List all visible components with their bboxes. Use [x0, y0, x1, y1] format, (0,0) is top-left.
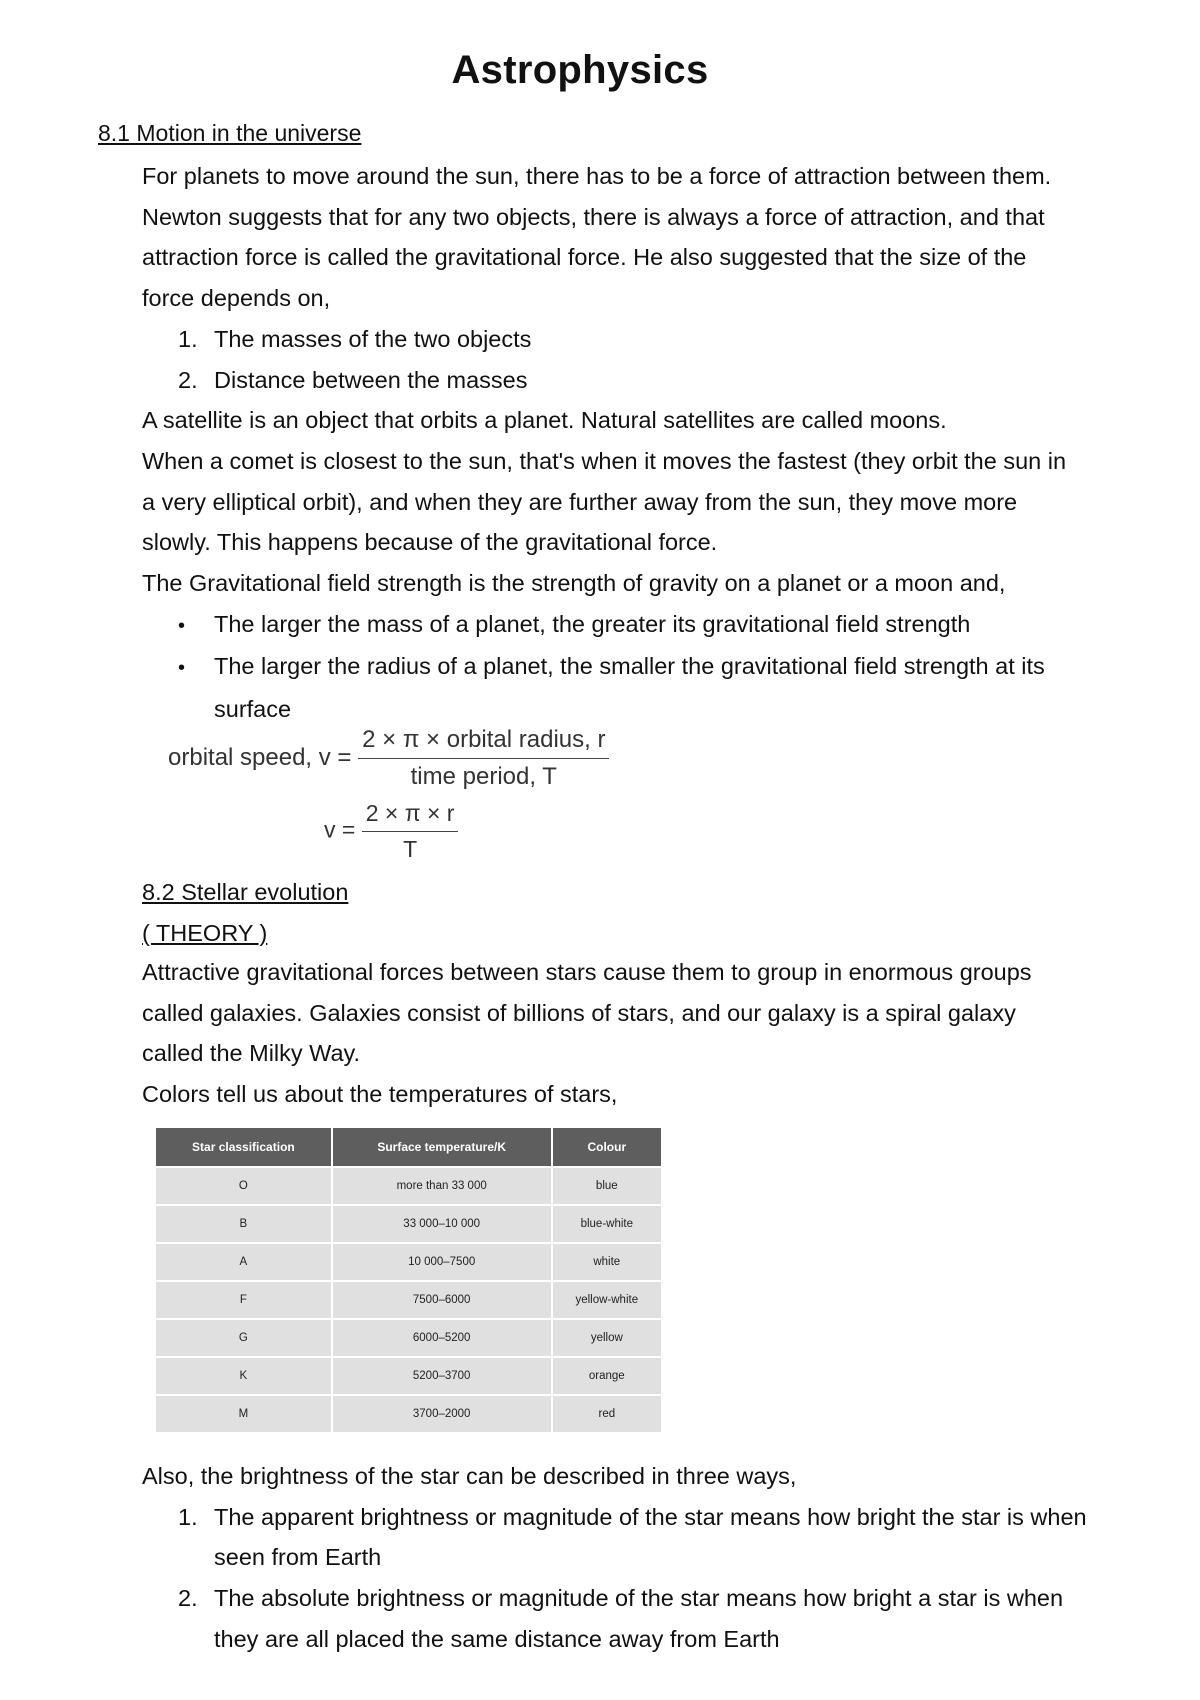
table-row — [155, 1243, 662, 1281]
table-row — [155, 1167, 662, 1205]
table-cell: blue-white — [552, 1205, 662, 1243]
table-row — [155, 1281, 662, 1319]
brightness-section — [142, 1456, 1102, 1660]
table-cell: K — [155, 1357, 332, 1395]
table-cell: orange — [552, 1357, 662, 1395]
table-cell: A — [155, 1243, 332, 1281]
theory-label: ( THEORY ) — [142, 919, 268, 946]
table-cell: blue — [552, 1167, 662, 1205]
column-header: Surface temperature/K — [332, 1127, 552, 1167]
table-cell: F — [155, 1281, 332, 1319]
formula-fraction — [358, 726, 609, 791]
formula-lhs: v = — [324, 816, 356, 843]
table-header-row — [155, 1127, 662, 1167]
paragraph-colors: Colors tell us about the temperatures of stars, — [142, 1081, 618, 1108]
paragraph-satellite: A satellite is an object that orbits a planet. Natural satellites are called moons. — [142, 407, 947, 434]
table-cell: 33 000–10 000 — [332, 1205, 552, 1243]
section2-body — [142, 952, 1082, 1115]
section-heading-motion: 8.1 Motion in the universe — [98, 120, 362, 146]
list-item: 1. The apparent brightness or magnitude of the star means how bright the star is when seen from Earth — [178, 1503, 1087, 1571]
formula-numerator: 2 × π × orbital radius, r — [358, 726, 609, 759]
paragraph-brightness: Also, the brightness of the star can be described in three ways, — [142, 1463, 797, 1489]
table-cell: O — [155, 1167, 332, 1205]
formula-denominator: T — [403, 836, 418, 862]
formula-fraction — [362, 800, 459, 863]
table-row — [155, 1357, 662, 1395]
table-cell: B — [155, 1205, 332, 1243]
table-cell: yellow-white — [552, 1281, 662, 1319]
list-item: 2. Distance between the masses — [178, 366, 528, 393]
orbital-speed-simplified-formula — [324, 800, 458, 863]
bullet-item: • The larger the radius of a planet, the smaller the gravitational field strength at its surface — [178, 653, 1045, 723]
table-cell: 3700–2000 — [332, 1395, 552, 1433]
bullet-item: • The larger the mass of a planet, the greater its gravitational field strength — [178, 610, 971, 637]
formula-numerator: 2 × π × r — [362, 800, 459, 832]
paragraph-comet: When a comet is closest to the sun, that's when it moves the fastest (they orbit the sun in a very elliptical orbit), and when they are further away from the sun, they move more slowly. This happens because of the gravitational force. — [142, 447, 1067, 556]
table-cell: 5200–3700 — [332, 1357, 552, 1395]
table-row — [155, 1205, 662, 1243]
orbital-speed-formula — [168, 726, 609, 791]
paragraph-galaxies: Attractive gravitational forces between stars cause them to group in enormous groups called galaxies. Galaxies consist of billions of stars, and our galaxy is a spiral galaxy called the Milky Way. — [142, 959, 1032, 1067]
table-cell: more than 33 000 — [332, 1167, 552, 1205]
table-row — [155, 1395, 662, 1433]
table-cell: M — [155, 1395, 332, 1433]
paragraph-field: The Gravitational field strength is the strength of gravity on a planet or a moon and, — [142, 570, 1006, 597]
table-cell: 10 000–7500 — [332, 1243, 552, 1281]
table-cell: 7500–6000 — [332, 1281, 552, 1319]
column-header: Star classification — [155, 1127, 332, 1167]
star-classification-table — [154, 1126, 663, 1434]
table-row — [155, 1319, 662, 1357]
formula-lhs: orbital speed, v = — [168, 743, 352, 771]
table-cell: yellow — [552, 1319, 662, 1357]
table-cell: 6000–5200 — [332, 1319, 552, 1357]
column-header: Colour — [552, 1127, 662, 1167]
page-title: Astrophysics — [451, 48, 709, 92]
table-cell: G — [155, 1319, 332, 1357]
table-cell: red — [552, 1395, 662, 1433]
table-cell: white — [552, 1243, 662, 1281]
list-item: 2. The absolute brightness or magnitude of the star means how bright a star is when they are all placed the same distance away from Earth — [178, 1585, 1064, 1652]
section2-header — [142, 872, 348, 953]
section-heading-stellar: 8.2 Stellar evolution — [142, 879, 349, 905]
section1-body — [142, 156, 1082, 730]
list-item: 1. The masses of the two objects — [178, 325, 532, 352]
paragraph-intro: For planets to move around the sun, there has to be a force of attraction between them. Newton suggests that for any two objects, there is always a force of attraction, and that attraction force is called the gravitational force. He also suggested that the size of the force depends on, — [142, 163, 1052, 312]
formula-denominator: time period, T — [410, 763, 557, 790]
